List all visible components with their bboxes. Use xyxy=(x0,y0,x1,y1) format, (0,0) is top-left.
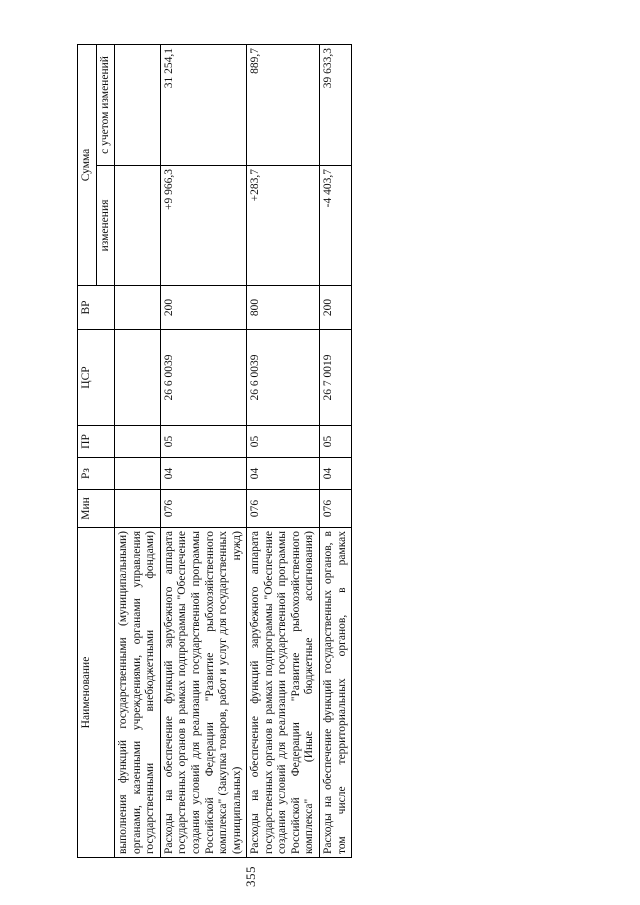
cell-name: Расходы на обеспечение функций зарубежного аппарата государственных органов в рамках подпрограммы "Обеспечение создания условий для реализации государственной программы Российской Федерации "Развитие рыбохозяйственного комплекса" (Иные бюджетные ассигнования) xyxy=(247,528,320,858)
cell-total: 889,7 xyxy=(247,44,320,165)
col-header-pr: ПР xyxy=(78,426,115,458)
cell-csr: 26 6 0039 xyxy=(160,330,246,426)
cell-pr: 05 xyxy=(320,426,352,458)
col-header-total: с учетом изменений xyxy=(96,44,115,165)
cell-csr: 26 7 0019 xyxy=(320,330,352,426)
cell-pr: 05 xyxy=(160,426,246,458)
col-header-summa: Сумма xyxy=(78,44,97,285)
cell-vr xyxy=(115,286,161,330)
cell-rz xyxy=(115,458,161,490)
cell-vr: 200 xyxy=(320,286,352,330)
cell-vr: 200 xyxy=(160,286,246,330)
cell-min: 076 xyxy=(160,490,246,528)
cell-min: 076 xyxy=(247,490,320,528)
table-head xyxy=(78,44,115,857)
cell-changes: -4 403,7 xyxy=(320,166,352,286)
table-row xyxy=(115,44,161,857)
header-row-1 xyxy=(78,44,97,857)
table-row xyxy=(320,44,352,857)
budget-table xyxy=(77,44,352,858)
cell-rz: 04 xyxy=(247,458,320,490)
cell-changes: +9 966,3 xyxy=(160,166,246,286)
cell-changes: +283,7 xyxy=(247,166,320,286)
table-row xyxy=(160,44,246,857)
page-number: 355 xyxy=(243,866,258,887)
cell-csr: 26 6 0039 xyxy=(247,330,320,426)
cell-vr: 800 xyxy=(247,286,320,330)
cell-total: 31 254,1 xyxy=(160,44,246,165)
cell-min: 076 xyxy=(320,490,352,528)
col-header-vr: ВР xyxy=(78,286,115,330)
col-header-csr: ЦСР xyxy=(78,330,115,426)
cell-pr: 05 xyxy=(247,426,320,458)
cell-rz: 04 xyxy=(320,458,352,490)
cell-name: Расходы на обеспечение функций зарубежного аппарата государственных органов в рамках подпрограммы "Обеспечение создания условий для реализации государственной программы Российской Федерации "Развитие рыбохозяйственного комплекса" (Закупка товаров, работ и услуг для государственных (муниципальных) нужд) xyxy=(160,528,246,858)
cell-total xyxy=(115,44,161,165)
cell-total: 39 633,3 xyxy=(320,44,352,165)
table-body xyxy=(115,44,352,857)
table-row xyxy=(247,44,320,857)
cell-changes xyxy=(115,166,161,286)
cell-min xyxy=(115,490,161,528)
col-header-rz: Рз xyxy=(78,458,115,490)
col-header-changes: изменения xyxy=(96,166,115,286)
cell-pr xyxy=(115,426,161,458)
col-header-name: Наименование xyxy=(78,528,115,858)
cell-csr xyxy=(115,330,161,426)
cell-rz: 04 xyxy=(160,458,246,490)
cell-name: Расходы на обеспечение функций государственных органов, в том числе территориальных органов, в рамках xyxy=(320,528,352,858)
cell-name: выполнения функций государственными (муниципальными) органами, казенными учреждениями, органами управления государственными внебюджетными фондами) xyxy=(115,528,161,858)
col-header-min: Мин xyxy=(78,490,115,528)
